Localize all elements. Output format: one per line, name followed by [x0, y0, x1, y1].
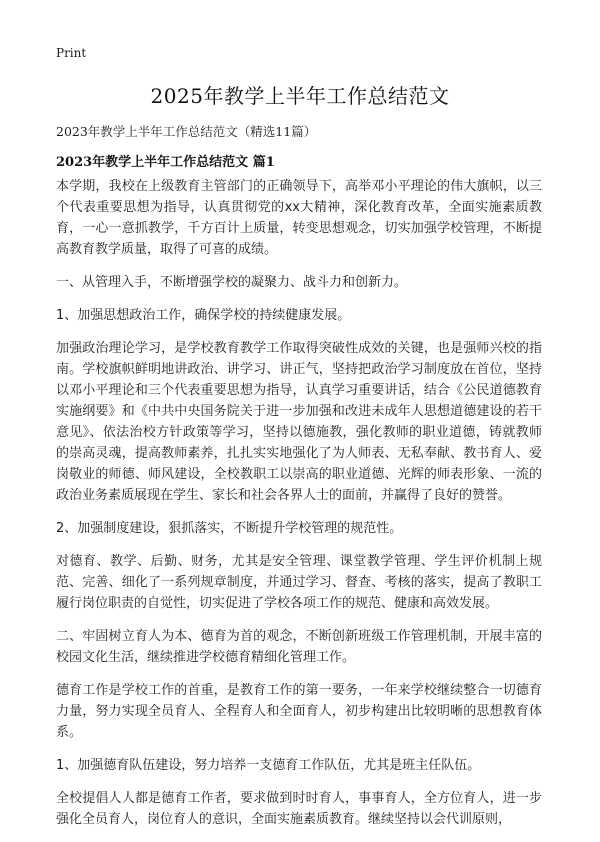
print-label: Print	[56, 46, 87, 60]
paragraph: 加强政治理论学习，是学校教育教学工作取得突破性成效的关键，也是强师兴校的指南。学校旗帜鲜明地讲政治、讲学习、讲正气，坚持把政治学习制度放在首位，坚持以邓小平理论和三个代表重要思想为指导，认真学习重要讲话，结合《公民道德教育实施纲要》和《中共中央国务院关于进一步加强和改进未成年人思想道德建设的若干意见》、依法治校方针政策等学习，坚持以德施教，强化教师的职业道德，铸就教师的崇高灵魂，提高教师素养，扎扎实实地强化了为人师表、无私奉献、教书育人、爱岗敬业的师德、师风建设，全校教职工以崇高的职业道德、光辉的师表形象、一流的政治业务素质展现在学生、家长和社会各界人士的面前，并赢得了良好的赞誉。	[56, 341, 542, 503]
paragraph: 二、牢固树立育人为本、德育为首的观念，不断创新班级工作管理机制，开展丰富的校园文化生活，继续推进学校德育精细化管理工作。	[56, 629, 542, 665]
section-heading: 2023年教学上半年工作总结范文 篇1	[56, 155, 275, 170]
paragraph-heading: 1、加强思想政治工作，确保学校的持续健康发展。	[56, 308, 351, 323]
paragraph-heading: 1、加强德育队伍建设，努力培养一支德育工作队伍，尤其是班主任队伍。	[56, 758, 481, 773]
paragraph: 德育工作是学校工作的首重，是教育工作的第一要务，一年来学校继续整合一切德育力量，努力实现全员育人、全程育人和全面育人，初步构建出比较明晰的思想教育体系。	[56, 683, 542, 740]
document-body	[56, 176, 542, 842]
document-subtitle: 2023年教学上半年工作总结范文（精选11篇）	[56, 124, 317, 139]
paragraph-heading: 一、从管理入手，不断增强学校的凝聚力、战斗力和创新力。	[56, 275, 408, 290]
document-title: 2025年教学上半年工作总结范文	[150, 84, 450, 108]
paragraph: 本学期，我校在上级教育主管部门的正确领导下，高举邓小平理论的伟大旗帜，以三个代表重要思想为指导，认真贯彻党的xx大精神，深化教育改革，全面实施素质教育，一心一意抓教学，千方百计上质量，转变思想观念，切实加强学校管理，不断提高教育教学质量，取得了可喜的成绩。	[56, 179, 542, 257]
paragraph-heading: 2、加强制度建设，狠抓落实，不断提升学校管理的规范性。	[56, 521, 403, 536]
paragraph: 对德育、教学、后勤、财务，尤其是安全管理、课堂教学管理、学生评价机制上规范、完善、细化了一系列规章制度，并通过学习、督查、考核的落实，提高了教职工履行岗位职责的自觉性，切实促进了学校各项工作的规范、健康和高效发展。	[56, 554, 542, 611]
paragraph: 全校提倡人人都是德育工作者，要求做到时时育人，事事育人，全方位育人，进一步强化全员育人，岗位育人的意识，全面实施素质教育。继续坚持以会代训原则，	[56, 791, 542, 827]
